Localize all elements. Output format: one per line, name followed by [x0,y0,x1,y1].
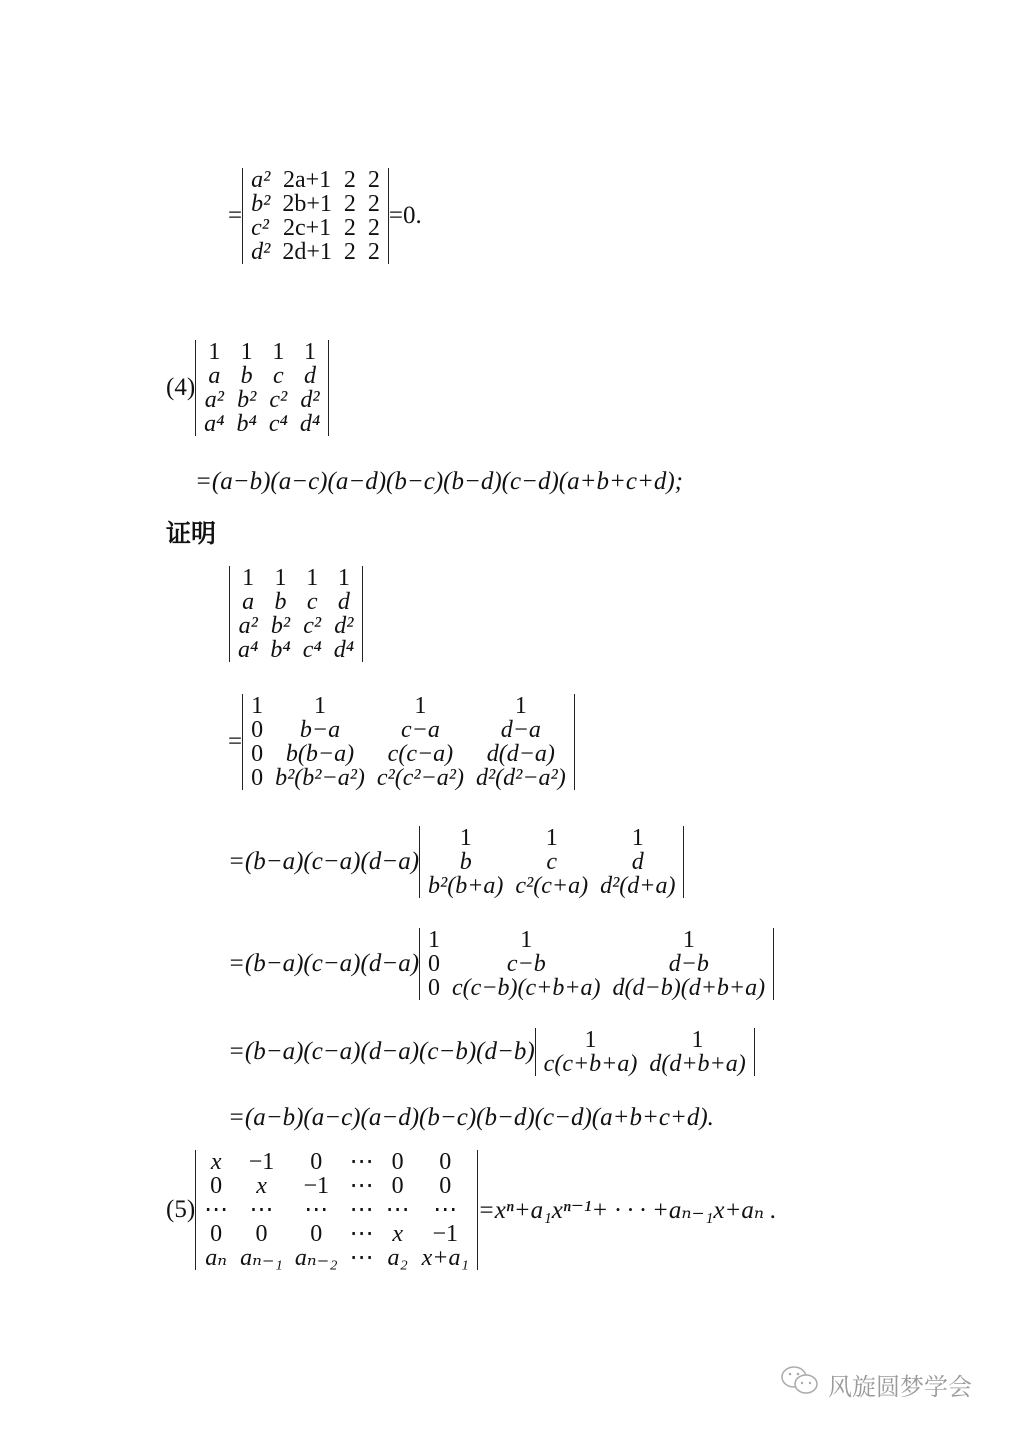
factor-prefix: =(b−a)(c−a)(d−a) [228,950,420,977]
proof-step-3 [228,928,774,1000]
proof-heading: 证明 [166,519,217,548]
determinant [419,928,774,1000]
factor-prefix: =(b−a)(c−a)(d−a)(c−b)(d−b) [228,1038,535,1065]
equals-sign: = [228,202,243,229]
determinant [195,1150,478,1270]
determinant [229,566,363,662]
determinant-grid: 1 1 1 b c d b²(b+a) c²(c+a) d²(d+a) [428,825,676,899]
problem-5-result: =xⁿ+a₁xⁿ⁻¹+ · · · +aₙ₋₁x+aₙ . [477,1197,777,1224]
determinant-grid: 1 1 1 1 a b c d a² b² c² d² a⁴ b⁴ c⁴ d⁴ [204,339,321,437]
problem-label: (5) [166,1196,196,1223]
determinant-grid: 1 1 1 1 0 b−a c−a d−a 0 b(b−a) c(c−a) d(d−a) 0 b²(b²−a²) c²(c²−a²) d²(d²−a²) [251,693,566,791]
proof-step-5: =(a−b)(a−c)(a−d)(b−c)(b−d)(c−d)(a+b+c+d). [228,1104,714,1131]
result-value: =0. [388,202,422,229]
problem-4-statement [166,340,329,436]
proof-step-2 [228,826,684,898]
proof-step-1 [228,694,575,790]
watermark [780,1365,972,1403]
determinant-grid: 1 1 1 0 c−b d−b 0 c(c−b)(c+b+a) d(d−b)(d+b+a) [428,927,766,1001]
watermark-text: 风旋圆梦学会 [828,1372,972,1401]
determinant-grid: a² 2a+1 2 2 b² 2b+1 2 2 c² 2c+1 2 2 d² 2d+1 2 2 [251,167,380,265]
wechat-icon [780,1365,820,1403]
determinant-grid: x −1 0 ⋯ 0 0 0 x −1 ⋯ 0 0 ⋯ ⋯ ⋯ ⋯ ⋯ ⋯ 0 0 0 ⋯ x −1 aₙ aₙ₋₁ aₙ₋₂ ⋯ a₂ x+a₁ [204,1149,469,1271]
determinant [242,168,389,264]
proof-step-0 [229,566,363,662]
problem-5-statement [166,1150,777,1270]
equals-sign: = [228,728,243,755]
problem-label: (4) [166,374,196,401]
determinant-grid: 1 1 1 1 a b c d a² b² c² d² a⁴ b⁴ c⁴ d⁴ [238,565,355,663]
determinant [195,340,329,436]
factor-prefix: =(b−a)(c−a)(d−a) [228,848,420,875]
determinant [242,694,575,790]
section3-result [228,168,422,264]
determinant [535,1028,755,1076]
determinant-grid: 1 1 c(c+b+a) d(d+b+a) [543,1027,746,1077]
problem-4-result: =(a−b)(a−c)(a−d)(b−c)(b−d)(c−d)(a+b+c+d); [195,468,683,495]
proof-step-4 [228,1028,755,1076]
determinant [419,826,684,898]
